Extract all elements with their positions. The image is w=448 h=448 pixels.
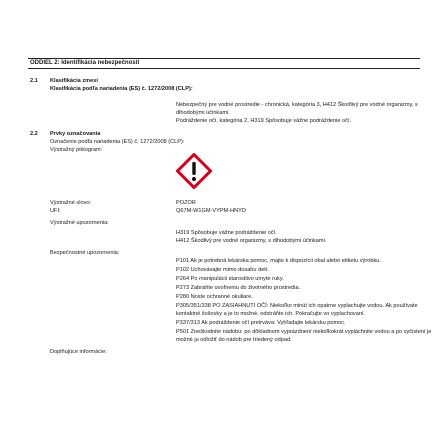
precautionary-statements-label: Bezpečnostné upozornenia: (50, 250, 120, 256)
precautionary-statement: P264 Po manipulácii starostlivo umyte ruky. (176, 276, 284, 282)
classification-text-2: Podráždenie očí, kategória 2, H319 Spôsobuje vážne podráždenie očí. (176, 118, 352, 124)
section-top-rule (28, 58, 420, 59)
ufi-label: UFI: (50, 208, 61, 214)
classification-text-1: Nebezpečný pre vodné prostredie - chronická, kategória 3, H412 Škodlivý pre vodné organizmy, s dlhodobými účinkami. (176, 102, 418, 116)
precautionary-statement: P280 Noste ochranné okuliare. (176, 294, 253, 300)
precautionary-statement: P337/313 Ak podráždenie očí pretrváva: Vyhľadajte lekársku pomoc. (176, 320, 346, 326)
pictogram-label: Výstražný piktogram: (50, 147, 103, 153)
subsection-title-2-1: Klasifikácia zmesi (50, 78, 98, 84)
subsection-number-2-1: 2.1 (30, 78, 38, 84)
additional-information-label: Doplňujúce informácie: (50, 349, 107, 355)
precautionary-statement: P102 Uchovávajte mimo dosahu detí. (176, 267, 269, 273)
hazard-statements-label: Výstražné upozornenia: (50, 220, 109, 226)
subsection-title-2-2: Prvky označovania (50, 131, 101, 137)
exclamation-mark-icon (176, 153, 212, 189)
section-heading: ODDIEL 2: Identifikácia nebezpečnosti (30, 60, 140, 66)
section-bottom-rule (28, 68, 420, 69)
precautionary-statement: P305/351/338 PO ZASIAHNUTÍ OČÍ: Niekoľko minút ich opatrne vyplachujte vodou. Ak používate kontaktné šošovky a je to možné, odstráňte ich. Pokračujte vo vyplachovaní. (176, 303, 418, 317)
hazard-statement: H412 Škodlivý pre vodné organizmy, s dlhodobými účinkami. (176, 238, 327, 244)
signal-word: POZOR (176, 200, 196, 206)
ufi-code: Q67M-W1GM-VYPM-HNYD (176, 208, 246, 214)
precautionary-statement: P101 Ak je potrebná lekárska pomoc, majte k dispozícii obal alebo etiketu výrobku. (176, 258, 381, 264)
classification-subtitle: Klasifikácia podľa nariadenia (ES) č. 1272/2008 (CLP): (50, 86, 193, 92)
hazard-statement: H319 Spôsobuje vážne podráždenie očí. (176, 230, 277, 236)
subsection-number-2-2: 2.2 (30, 131, 38, 137)
signal-word-label: Výstražné slovo: (50, 200, 92, 206)
precautionary-statement: P273 Zabráňte uvoľneniu do životného prostredia. (176, 285, 301, 291)
precautionary-statement: P501 Zneškodnite nádobu: po dôkladnom vyprázdnení niekoľkokrát vypláchnite vodou a po vyčistení je možné ju odložiť do nádob pre triedený odpad. (176, 329, 432, 343)
labelling-subtitle: Označenie podľa nariadenia (ES) č. 1272/2008 (CLP): (50, 139, 185, 145)
